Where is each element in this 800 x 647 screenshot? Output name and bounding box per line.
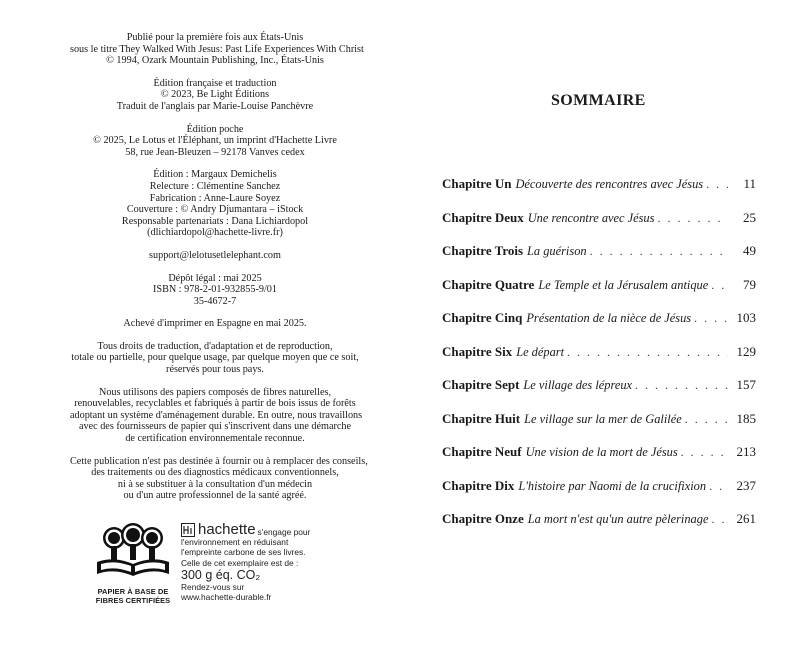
toc-entry[interactable] — [442, 377, 756, 411]
toc-entry[interactable] — [442, 176, 756, 210]
certified-paper-trees-icon — [92, 522, 174, 582]
toc-chapter-title: Découverte des rencontres avec Jésus — [515, 177, 704, 191]
credit-line: (dlichiardopol@hachette-livre.fr) — [147, 227, 283, 239]
disclaimer-line: Cette publication n'est pas destinée à fournir ou à remplacer des conseils, — [70, 455, 368, 467]
toc-chapter-title: Le village sur la mer de Galilée — [524, 411, 682, 426]
toc-chapter-title: Présentation de la nièce de Jésus — [526, 311, 692, 325]
toc-chapter-label: Chapitre Neuf — [442, 444, 522, 459]
toc-leader — [706, 177, 728, 192]
toc-chapter-label: Chapitre Deux — [442, 209, 524, 225]
toc-page-number: 79 — [743, 276, 756, 292]
toc-entry[interactable] — [442, 444, 756, 478]
eco-line: Celle de cet exemplaire est de : — [181, 557, 299, 568]
copyright-line: sous le titre They Walked With Jesus: Past Life Experiences With Christ — [70, 43, 364, 55]
legal-line: ISBN : 978-2-01-932855-9/01 — [153, 284, 277, 296]
eco-badge — [92, 522, 322, 612]
toc-chapter-label: Chapitre Six — [442, 343, 513, 359]
paper-line: avec des fournisseurs de papier qui s'inscrivent dans une démarche — [79, 421, 351, 433]
toc-leader — [657, 211, 728, 226]
eco-caption — [92, 587, 174, 605]
copyright-line: © 2023, Be Light Éditions — [160, 89, 270, 101]
toc-leader — [711, 512, 728, 527]
toc-chapter-label: Chapitre Sept — [442, 377, 520, 392]
copyright-line: Publié pour la première fois aux États-Unis — [126, 32, 304, 43]
paper-block — [70, 386, 363, 445]
toc-leader — [590, 244, 728, 259]
credit-line: Responsable partenariats : Dana Lichiardopol — [121, 215, 309, 227]
toc-page-number: 49 — [743, 243, 756, 258]
legal-block — [70, 273, 360, 308]
toc-page-number: 157 — [736, 377, 756, 392]
toc-leader — [567, 345, 728, 360]
legal-line: Dépôt légal : mai 2025 — [168, 272, 262, 284]
toc-title: SOMMAIRE — [551, 92, 646, 109]
toc-leader — [685, 412, 728, 427]
toc-chapter-title: Le village des lépreux — [523, 378, 633, 392]
toc-chapter-label: Chapitre Trois — [442, 243, 524, 258]
credit-line: Fabrication : Anne-Laure Soyez — [149, 192, 281, 204]
toc-page-number: 261 — [736, 511, 756, 526]
disclaimer-block — [70, 455, 368, 502]
toc-page-number: 103 — [736, 310, 756, 325]
copyright-line — [70, 43, 364, 56]
eco-caption-line: PAPIER À BASE DE — [97, 587, 169, 596]
copyright-line: Édition poche — [186, 123, 244, 135]
carbon-value: 300 g éq. CO₂ — [181, 567, 261, 582]
toc-chapter-title: Une vision de la mort de Jésus — [525, 445, 678, 459]
toc-chapter-title: L'histoire par Naomi de la crucifixion — [518, 478, 707, 493]
toc-page-number: 25 — [743, 209, 756, 225]
paper-line: renouvelables, recyclables et fabriqués à partir de bois issus de forêts — [74, 398, 356, 410]
eco-line: s'engage pour — [257, 526, 311, 537]
toc-page-number: 213 — [736, 444, 756, 459]
toc-leader — [694, 311, 728, 326]
toc-chapter-label: Chapitre Cinq — [442, 310, 523, 325]
toc-page-number: 129 — [736, 343, 756, 359]
disclaimer-line: ni à se substituer à la consultation d'un médecin — [117, 478, 313, 490]
toc-chapter-title: Le Temple et la Jérusalem antique — [538, 277, 709, 292]
rights-block — [70, 341, 360, 376]
credit-line: Relecture : Clémentine Sanchez — [149, 180, 281, 192]
legal-line: 35-4672-7 — [193, 295, 237, 307]
toc-chapter-title: Le départ — [516, 344, 565, 359]
toc-entry[interactable] — [442, 478, 756, 512]
toc-chapter-label: Chapitre Dix — [442, 477, 515, 493]
eco-caption-line: FIBRES CERTIFIÉES — [95, 596, 171, 605]
paper-line: adoptant un système d'aménagement durable. En outre, nous travaillons — [70, 409, 363, 421]
toc-entry[interactable] — [442, 344, 756, 378]
copyright-line: 58, rue Jean-Bleuzen – 92178 Vanves cedex — [125, 146, 305, 158]
eco-commitment-text — [181, 522, 331, 602]
toc-entry[interactable] — [442, 511, 756, 545]
toc-chapter-title: Une rencontre avec Jésus — [527, 210, 655, 225]
toc-entry[interactable] — [442, 310, 756, 344]
disclaimer-line: ou d'un autre professionnel de la santé agréé. — [123, 490, 307, 502]
toc-leader — [711, 278, 728, 293]
credit-line: Édition : Margaux Demichelis — [153, 169, 277, 181]
rights-line: totale ou partielle, pour quelque usage, par quelque moyen que ce soit, — [71, 352, 359, 364]
credit-line: Couverture : © Andry Djumantara – iStock — [126, 204, 304, 216]
hachette-brand: hachette — [198, 521, 256, 538]
hachette-logo-icon — [181, 523, 195, 537]
copyright-line: Traduit de l'anglais par Marie-Louise Panchèvre — [116, 100, 314, 112]
toc-chapter-title: La mort n'est qu'un autre pèlerinage — [527, 512, 709, 526]
toc-entry[interactable] — [442, 243, 756, 277]
toc-chapter-title: La guérison — [527, 244, 587, 258]
copyright-page — [70, 32, 368, 513]
pocket-edition-block — [70, 124, 360, 159]
eco-url: www.hachette-durable.fr — [181, 592, 272, 603]
eco-line: l'environnement en réduisant — [181, 537, 289, 547]
paper-line: de certification environnementale reconnue. — [125, 433, 305, 445]
copyright-line: © 1994, Ozark Mountain Publishing, Inc., États-Unis — [106, 55, 324, 67]
toc-entry[interactable] — [442, 210, 756, 244]
toc-chapter-label: Chapitre Un — [442, 176, 512, 191]
rights-line: réservés pour tous pays. — [166, 364, 264, 376]
toc-leader — [635, 378, 728, 393]
toc-chapter-label: Chapitre Onze — [442, 511, 524, 526]
support-email: support@lelotusetlelephant.com — [149, 249, 281, 261]
toc-entry[interactable] — [442, 411, 756, 445]
copyright-line: Édition française et traduction — [153, 77, 277, 89]
eco-brand-row — [181, 522, 331, 537]
toc-page-number: 185 — [736, 410, 756, 426]
toc-chapter-label: Chapitre Huit — [442, 410, 521, 426]
paper-line: Nous utilisons des papiers composés de fibres naturelles, — [98, 386, 331, 398]
toc-entry[interactable] — [442, 277, 756, 311]
toc-leader — [681, 445, 728, 460]
copyright-line: © 2025, Le Lotus et l'Éléphant, un imprint d'Hachette Livre — [93, 135, 337, 147]
disclaimer-line: des traitements ou des diagnostics médicaux conventionnels, — [91, 467, 339, 479]
french-edition-block — [70, 78, 360, 113]
printed-block — [70, 318, 360, 330]
rights-line: Tous droits de traduction, d'adaptation et de reproduction, — [97, 340, 333, 352]
toc-chapter-label: Chapitre Quatre — [442, 276, 535, 292]
original-publication-block — [70, 32, 364, 67]
toc-page-number: 11 — [743, 176, 756, 191]
toc-page-number: 237 — [736, 477, 756, 493]
support-block — [70, 250, 360, 262]
credits-block — [70, 169, 360, 239]
eco-line: Rendez-vous sur — [181, 581, 245, 592]
table-of-contents — [442, 176, 756, 545]
toc-leader — [709, 479, 728, 494]
eco-line: l'empreinte carbone de ses livres. — [181, 547, 306, 558]
printed-line: Achevé d'imprimer en Espagne en mai 2025. — [123, 318, 307, 330]
